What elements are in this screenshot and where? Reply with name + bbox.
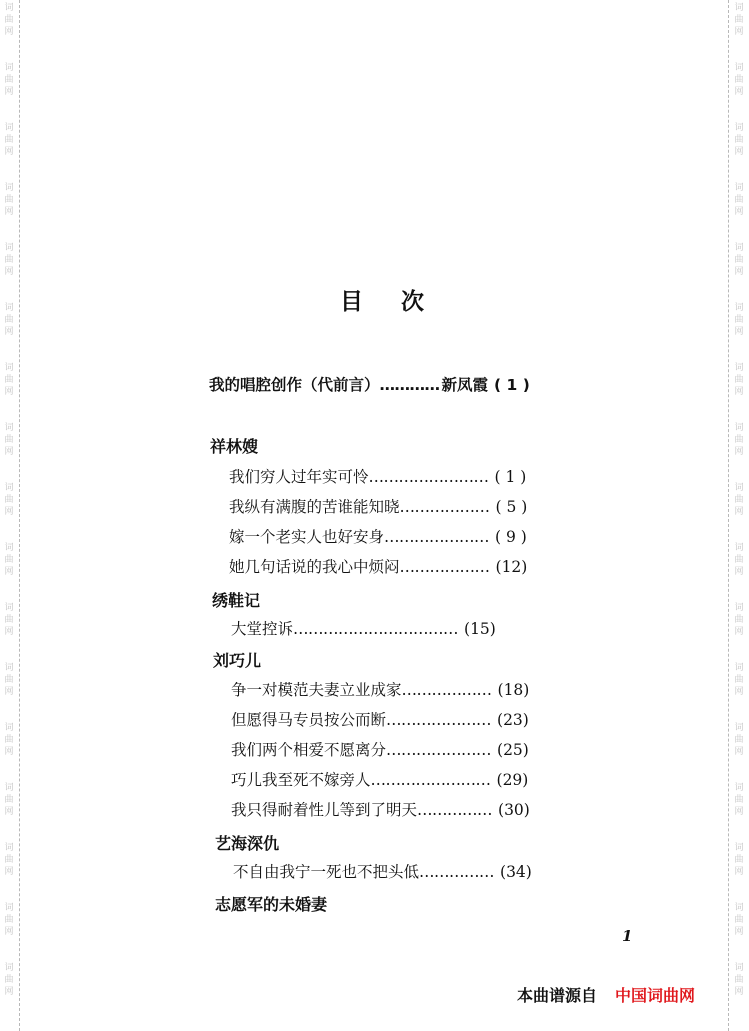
watermark-char: 词 xyxy=(4,903,14,913)
watermark-char: 词 xyxy=(734,723,744,733)
watermark-char: 网 xyxy=(4,807,14,817)
watermark-char: 网 xyxy=(734,87,744,97)
watermark-char: 曲 xyxy=(734,15,744,25)
watermark-char: 网 xyxy=(734,987,744,997)
watermark-char: 网 xyxy=(734,807,744,817)
watermark-char: 曲 xyxy=(4,135,14,145)
watermark-group xyxy=(731,782,747,818)
toc-entry-title: 我纵有满腹的苦谁能知晓 xyxy=(229,498,400,516)
watermark-char: 曲 xyxy=(4,675,14,685)
watermark-group xyxy=(731,482,747,518)
right-margin-rule xyxy=(728,0,729,1031)
watermark-char: 网 xyxy=(734,267,744,277)
watermark-char: 词 xyxy=(4,123,14,133)
source-credit-prefix: 本曲谱源自 xyxy=(517,986,598,1005)
source-credit xyxy=(517,983,695,1006)
watermark-char: 曲 xyxy=(734,555,744,565)
toc-entry[interactable] xyxy=(229,497,527,517)
watermark-char: 词 xyxy=(4,843,14,853)
watermark-group xyxy=(1,242,17,278)
watermark-char: 网 xyxy=(4,747,14,757)
watermark-char: 曲 xyxy=(734,315,744,325)
watermark-char: 网 xyxy=(4,447,14,457)
watermark-char: 曲 xyxy=(4,795,14,805)
watermark-group xyxy=(1,182,17,218)
watermark-char: 曲 xyxy=(4,255,14,265)
watermark-char: 曲 xyxy=(4,195,14,205)
watermark-group xyxy=(731,2,747,38)
watermark-char: 词 xyxy=(4,183,14,193)
watermark-group xyxy=(731,122,747,158)
watermark-char: 曲 xyxy=(4,915,14,925)
watermark-group xyxy=(1,62,17,98)
toc-leader-dots: …………… xyxy=(417,801,493,819)
toc-leader-dots: …………………… xyxy=(370,771,491,789)
watermark-char: 曲 xyxy=(734,195,744,205)
watermark-char: 词 xyxy=(734,903,744,913)
watermark-char: 网 xyxy=(734,627,744,637)
page-title: 目次 xyxy=(340,289,462,315)
watermark-group xyxy=(1,362,17,398)
watermark-group xyxy=(731,62,747,98)
watermark-char: 词 xyxy=(734,783,744,793)
toc-leader-dots: ………………… xyxy=(386,711,492,729)
toc-leader-dots: ………… xyxy=(379,376,440,394)
watermark-char: 网 xyxy=(4,387,14,397)
toc-page-number: (29) xyxy=(496,771,529,789)
watermark-char: 词 xyxy=(734,603,744,613)
watermark-char: 曲 xyxy=(734,735,744,745)
watermark-group xyxy=(731,962,747,998)
toc-page-number: ( 5 ) xyxy=(495,498,528,516)
watermark-char: 网 xyxy=(4,987,14,997)
page-number-folio: 1 xyxy=(622,927,633,945)
watermark-char: 网 xyxy=(734,747,744,757)
toc-entry-title: 争一对模范夫妻立业成家 xyxy=(231,681,402,699)
watermark-group xyxy=(1,902,17,938)
section-heading-yihaishenchou: 艺海深仇 xyxy=(215,834,280,853)
watermark-char: 词 xyxy=(4,423,14,433)
watermark-char: 网 xyxy=(4,27,14,37)
watermark-char: 曲 xyxy=(734,75,744,85)
watermark-char: 曲 xyxy=(4,975,14,985)
section-heading-zhiyuanjun: 志愿军的未婚妻 xyxy=(215,895,328,914)
watermark-char: 曲 xyxy=(734,495,744,505)
watermark-char: 词 xyxy=(734,3,744,13)
toc-page-number: ( 1 ) xyxy=(494,376,530,394)
watermark-char: 词 xyxy=(734,843,744,853)
right-watermark-column xyxy=(731,0,747,1031)
toc-entry-title: 但愿得马专员按公而断 xyxy=(231,711,387,729)
toc-entry-title: 巧儿我至死不嫁旁人 xyxy=(231,771,371,789)
watermark-char: 词 xyxy=(4,783,14,793)
toc-page-number: (25) xyxy=(497,741,529,759)
toc-entry[interactable] xyxy=(229,527,527,547)
toc-page-number: ( 9 ) xyxy=(495,528,527,546)
watermark-group xyxy=(731,362,747,398)
watermark-group xyxy=(1,962,17,998)
watermark-char: 曲 xyxy=(734,975,744,985)
source-credit-site-link[interactable]: 中国词曲网 xyxy=(615,986,696,1005)
watermark-char: 网 xyxy=(4,207,14,217)
toc-page-number: (18) xyxy=(497,681,530,699)
toc-leader-dots: …………………… xyxy=(368,468,489,486)
watermark-group xyxy=(1,602,17,638)
watermark-char: 词 xyxy=(4,723,14,733)
watermark-group xyxy=(731,902,747,938)
watermark-char: 曲 xyxy=(734,255,744,265)
watermark-group xyxy=(1,482,17,518)
toc-entry-title: 我的唱腔创作（代前言） xyxy=(209,376,380,394)
watermark-char: 网 xyxy=(4,147,14,157)
toc-page-number: (30) xyxy=(498,801,530,819)
watermark-char: 网 xyxy=(734,567,744,577)
watermark-char: 曲 xyxy=(4,375,14,385)
watermark-group xyxy=(1,722,17,758)
watermark-char: 网 xyxy=(4,267,14,277)
watermark-group xyxy=(1,302,17,338)
watermark-char: 词 xyxy=(734,183,744,193)
watermark-group xyxy=(731,662,747,698)
watermark-char: 网 xyxy=(734,147,744,157)
watermark-char: 网 xyxy=(4,507,14,517)
watermark-char: 曲 xyxy=(4,495,14,505)
watermark-group xyxy=(731,302,747,338)
toc-leader-dots: ……………… xyxy=(399,498,490,516)
toc-leader-dots: ……………… xyxy=(399,558,490,576)
toc-page-number: (34) xyxy=(500,863,532,881)
watermark-char: 曲 xyxy=(734,375,744,385)
toc-entry-title: 我只得耐着性儿等到了明天 xyxy=(231,801,418,819)
toc-page-number: ( 1 ) xyxy=(494,468,527,486)
watermark-char: 网 xyxy=(734,327,744,337)
toc-entry[interactable] xyxy=(231,770,528,790)
toc-entry[interactable] xyxy=(229,467,526,487)
watermark-char: 曲 xyxy=(4,615,14,625)
watermark-char: 词 xyxy=(4,63,14,73)
watermark-char: 网 xyxy=(734,27,744,37)
watermark-group xyxy=(731,722,747,758)
watermark-char: 网 xyxy=(4,567,14,577)
left-margin-rule xyxy=(19,0,20,1031)
watermark-char: 词 xyxy=(4,363,14,373)
watermark-char: 网 xyxy=(4,687,14,697)
watermark-char: 网 xyxy=(4,927,14,937)
toc-entry[interactable] xyxy=(231,710,529,730)
toc-leader-dots: …………………………… xyxy=(293,620,459,638)
toc-leader-dots: …………… xyxy=(419,863,495,881)
toc-entry-title: 我们两个相爱不愿离分 xyxy=(231,741,387,759)
watermark-char: 网 xyxy=(734,927,744,937)
watermark-char: 曲 xyxy=(734,675,744,685)
toc-entry-title: 不自由我宁一死也不把头低 xyxy=(233,863,420,881)
watermark-char: 曲 xyxy=(734,435,744,445)
toc-page-number: (12) xyxy=(495,558,528,576)
watermark-char: 词 xyxy=(734,303,744,313)
toc-entry-preface[interactable] xyxy=(209,375,530,395)
watermark-char: 词 xyxy=(4,963,14,973)
toc-entry-author: 新凤霞 xyxy=(441,376,489,394)
watermark-char: 词 xyxy=(734,63,744,73)
watermark-char: 词 xyxy=(734,963,744,973)
watermark-group xyxy=(731,602,747,638)
watermark-group xyxy=(1,122,17,158)
watermark-char: 词 xyxy=(734,363,744,373)
watermark-group xyxy=(731,242,747,278)
watermark-char: 曲 xyxy=(4,15,14,25)
watermark-group xyxy=(1,782,17,818)
toc-leader-dots: ………………… xyxy=(384,528,490,546)
watermark-group xyxy=(1,542,17,578)
watermark-char: 词 xyxy=(4,603,14,613)
watermark-group xyxy=(731,182,747,218)
toc-entry[interactable] xyxy=(233,862,532,882)
section-heading-liuqiaoer: 刘巧儿 xyxy=(213,651,262,670)
watermark-char: 网 xyxy=(4,627,14,637)
watermark-char: 网 xyxy=(4,867,14,877)
left-watermark-column xyxy=(1,0,17,1031)
watermark-group xyxy=(1,842,17,878)
watermark-char: 网 xyxy=(734,507,744,517)
watermark-char: 词 xyxy=(734,243,744,253)
watermark-char: 网 xyxy=(734,447,744,457)
watermark-char: 词 xyxy=(4,243,14,253)
watermark-char: 曲 xyxy=(4,555,14,565)
watermark-char: 网 xyxy=(734,207,744,217)
watermark-group xyxy=(1,422,17,458)
watermark-char: 曲 xyxy=(4,735,14,745)
toc-entry-title: 大堂控诉 xyxy=(231,620,294,638)
section-heading-xianglinsao: 祥林嫂 xyxy=(210,437,259,456)
watermark-char: 网 xyxy=(734,687,744,697)
toc-leader-dots: ………………… xyxy=(386,741,492,759)
watermark-char: 词 xyxy=(4,303,14,313)
toc-entry[interactable] xyxy=(231,740,529,760)
watermark-char: 曲 xyxy=(734,795,744,805)
watermark-char: 网 xyxy=(4,87,14,97)
watermark-char: 曲 xyxy=(4,855,14,865)
watermark-group xyxy=(731,542,747,578)
watermark-char: 词 xyxy=(4,3,14,13)
toc-entry[interactable] xyxy=(231,800,530,820)
watermark-char: 网 xyxy=(734,867,744,877)
watermark-char: 词 xyxy=(734,663,744,673)
watermark-group xyxy=(731,422,747,458)
section-heading-xiuxieji: 绣鞋记 xyxy=(212,591,261,610)
watermark-char: 曲 xyxy=(4,75,14,85)
watermark-char: 词 xyxy=(4,663,14,673)
toc-page-number: (15) xyxy=(464,620,496,638)
watermark-group xyxy=(1,2,17,38)
watermark-char: 网 xyxy=(734,387,744,397)
watermark-char: 曲 xyxy=(734,915,744,925)
watermark-char: 词 xyxy=(734,543,744,553)
watermark-char: 曲 xyxy=(734,135,744,145)
watermark-char: 词 xyxy=(4,483,14,493)
toc-entry-title: 嫁一个老实人也好安身 xyxy=(229,528,385,546)
toc-page-number: (23) xyxy=(497,711,529,729)
watermark-char: 曲 xyxy=(4,315,14,325)
toc-entry[interactable] xyxy=(231,680,529,700)
watermark-char: 曲 xyxy=(734,615,744,625)
watermark-char: 曲 xyxy=(734,855,744,865)
watermark-group xyxy=(1,662,17,698)
watermark-char: 词 xyxy=(734,483,744,493)
toc-leader-dots: ……………… xyxy=(401,681,492,699)
watermark-char: 词 xyxy=(734,123,744,133)
toc-entry-title: 我们穷人过年实可怜 xyxy=(229,468,369,486)
watermark-char: 网 xyxy=(4,327,14,337)
toc-entry-title: 她几句话说的我心中烦闷 xyxy=(229,558,400,576)
watermark-char: 曲 xyxy=(4,435,14,445)
watermark-group xyxy=(731,842,747,878)
watermark-char: 词 xyxy=(4,543,14,553)
toc-entry[interactable] xyxy=(229,557,527,577)
toc-entry[interactable] xyxy=(231,619,496,639)
watermark-char: 词 xyxy=(734,423,744,433)
